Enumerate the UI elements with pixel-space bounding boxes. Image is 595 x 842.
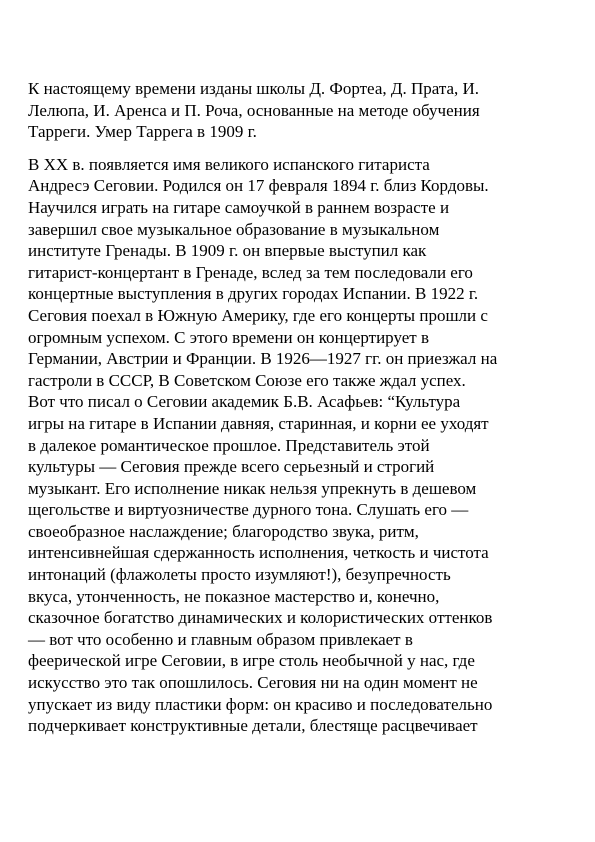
- text-line: интонаций (флажолеты просто изумляют!), безупречность: [28, 565, 451, 585]
- text-line: в далекое романтическое прошлое. Представитель этой: [28, 435, 430, 455]
- text-line: Тарреги. Умер Таррега в 1909 г.: [28, 122, 257, 142]
- text-line: гитарист-концертант в Гренаде, вслед за тем последовали его: [28, 262, 473, 282]
- text-line: вкуса, утонченность, не показное мастерство и, конечно,: [28, 586, 440, 606]
- text-line: В XX в. появляется имя великого испанского гитариста: [28, 154, 430, 174]
- text-line: Андресэ Сеговии. Родился он 17 февраля 1894 г. близ Кордовы.: [28, 176, 489, 196]
- text-line: К настоящему времени изданы школы Д. Фортеа, Д. Прата, И.: [28, 79, 480, 98]
- text-line: Сеговия поехал в Южную Америку, где его концерты прошли с: [28, 305, 488, 325]
- paragraph-spacer: [28, 143, 576, 154]
- text-line: концертные выступления в других городах Испании. В 1922 г.: [28, 284, 479, 304]
- text-line: огромным успехом. С этого времени он концертирует в: [28, 327, 429, 347]
- text-line: своеобразное наслаждение; благородство звука, ритм,: [28, 521, 419, 541]
- text-line: сказочное богатство динамических и колористических оттенков: [28, 608, 493, 628]
- paragraph-2: [28, 154, 576, 737]
- paragraph-1: [28, 78, 576, 143]
- text-line: музыкант. Его исполнение никак нельзя упрекнуть в дешевом: [28, 478, 477, 498]
- text-line: Германии, Австрии и Франции. В 1926—1927 гг. он приезжал на: [28, 349, 498, 369]
- text-line: подчеркивает конструктивные детали, блестяще расцвечивает: [28, 716, 478, 736]
- text-line: Вот что писал о Сеговии академик Б.В. Асафьев: “Культура: [28, 392, 461, 412]
- text-line: искусство это так опошлилось. Сеговия ни на один момент не: [28, 673, 478, 693]
- text-line: интенсивнейшая сдержанность исполнения, четкость и чистота: [28, 543, 489, 563]
- text-line: завершил свое музыкальное образование в музыкальном: [28, 219, 440, 239]
- text-line: упускает из виду пластики форм: он красиво и последовательно: [28, 694, 493, 714]
- text-line: — вот что особенно и главным образом привлекает в: [28, 629, 413, 649]
- document-page: [28, 78, 576, 737]
- text-line: Лелюпа, И. Аренса и П. Роча, основанные на методе обучения: [28, 100, 480, 120]
- text-line: институте Гренады. В 1909 г. он впервые выступил как: [28, 241, 427, 261]
- text-line: гастроли в СССР, В Советском Союзе его также ждал успех.: [28, 370, 466, 390]
- text-line: феерической игре Сеговии, в игре столь необычной у нас, где: [28, 651, 475, 671]
- text-line: игры на гитаре в Испании давняя, старинная, и корни ее уходят: [28, 413, 489, 433]
- text-line: щегольстве и виртуозничестве дурного тона. Слушать его —: [28, 500, 469, 520]
- text-line: культуры — Сеговия прежде всего серьезный и строгий: [28, 457, 435, 477]
- text-line: Научился играть на гитаре самоучкой в раннем возрасте и: [28, 197, 450, 217]
